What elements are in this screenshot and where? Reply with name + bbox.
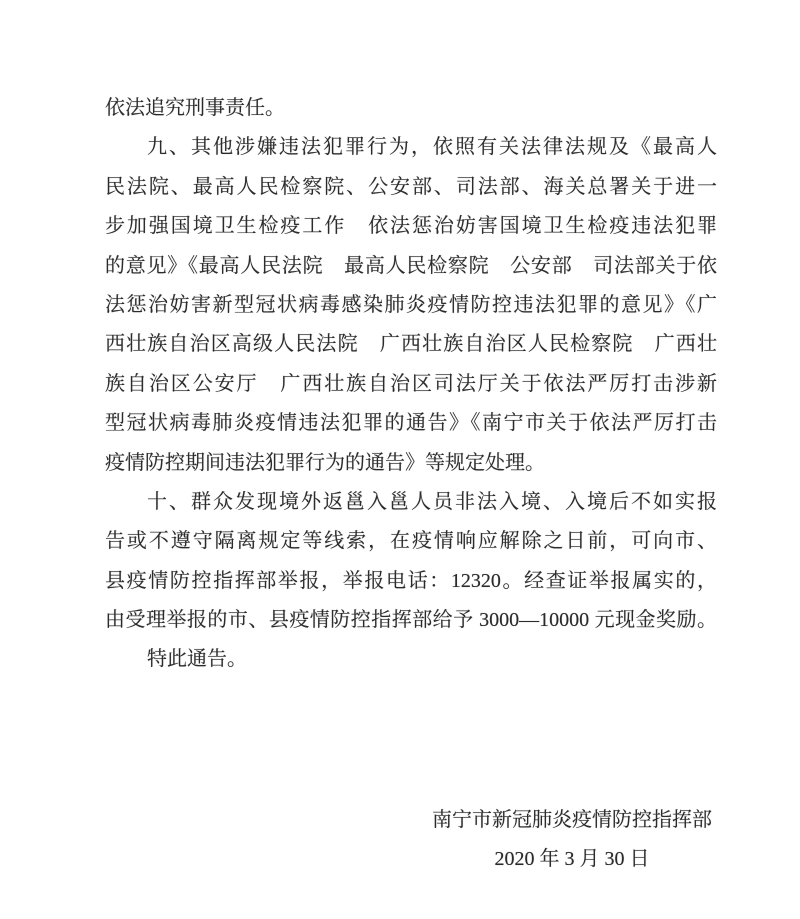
document-line: 民法院、最高人民检察院、公安部、司法部、海关总署关于进一 (105, 175, 717, 198)
signature-block (105, 801, 717, 880)
document-line: 特此通告。 (147, 648, 247, 671)
document-line: 十、群众发现境外返邕入邕人员非法入境、入境后不如实报 (147, 490, 717, 513)
document-line: 族自治区公安厅 广西壮族自治区司法厅关于依法严厉打击涉新 (105, 372, 717, 395)
document-line: 的意见》《最高人民法院 最高人民检察院 公安部 司法部关于依 (105, 254, 717, 277)
document-line: 疫情防控期间违法犯罪行为的通告》等规定处理。 (105, 451, 545, 474)
document-line: 告或不遵守隔离规定等线索，在疫情响应解除之日前，可向市、 (105, 530, 717, 553)
document-line: 依法追究刑事责任。 (105, 97, 285, 119)
date-line: 2020 年 3 月 30 日 (494, 848, 650, 871)
document-line: 步加强国境卫生检疫工作 依法惩治妨害国境卫生检疫违法犯罪 (105, 215, 717, 238)
notice-document (105, 89, 717, 880)
document-line: 县疫情防控指挥部举报，举报电话：12320。经查证举报属实的， (105, 569, 717, 592)
document-line: 型冠状病毒肺炎疫情违法犯罪的通告》《南宁市关于依法严厉打击 (105, 412, 717, 435)
document-line: 由受理举报的市、县疫情防控指挥部给予 3000—10000 元现金奖励。 (105, 609, 717, 632)
signature-line: 南宁市新冠肺炎疫情防控指挥部 (432, 808, 712, 831)
document-line: 西壮族自治区高级人民法院 广西壮族自治区人民检察院 广西壮 (105, 333, 717, 356)
document-line: 法惩治妨害新型冠状病毒感染肺炎疫情防控违法犯罪的意见》《广 (105, 293, 717, 316)
signature-inner (432, 801, 712, 880)
document-line: 九、其他涉嫌违法犯罪行为，依照有关法律法规及《最高人 (147, 136, 717, 159)
notice-body (105, 89, 717, 680)
